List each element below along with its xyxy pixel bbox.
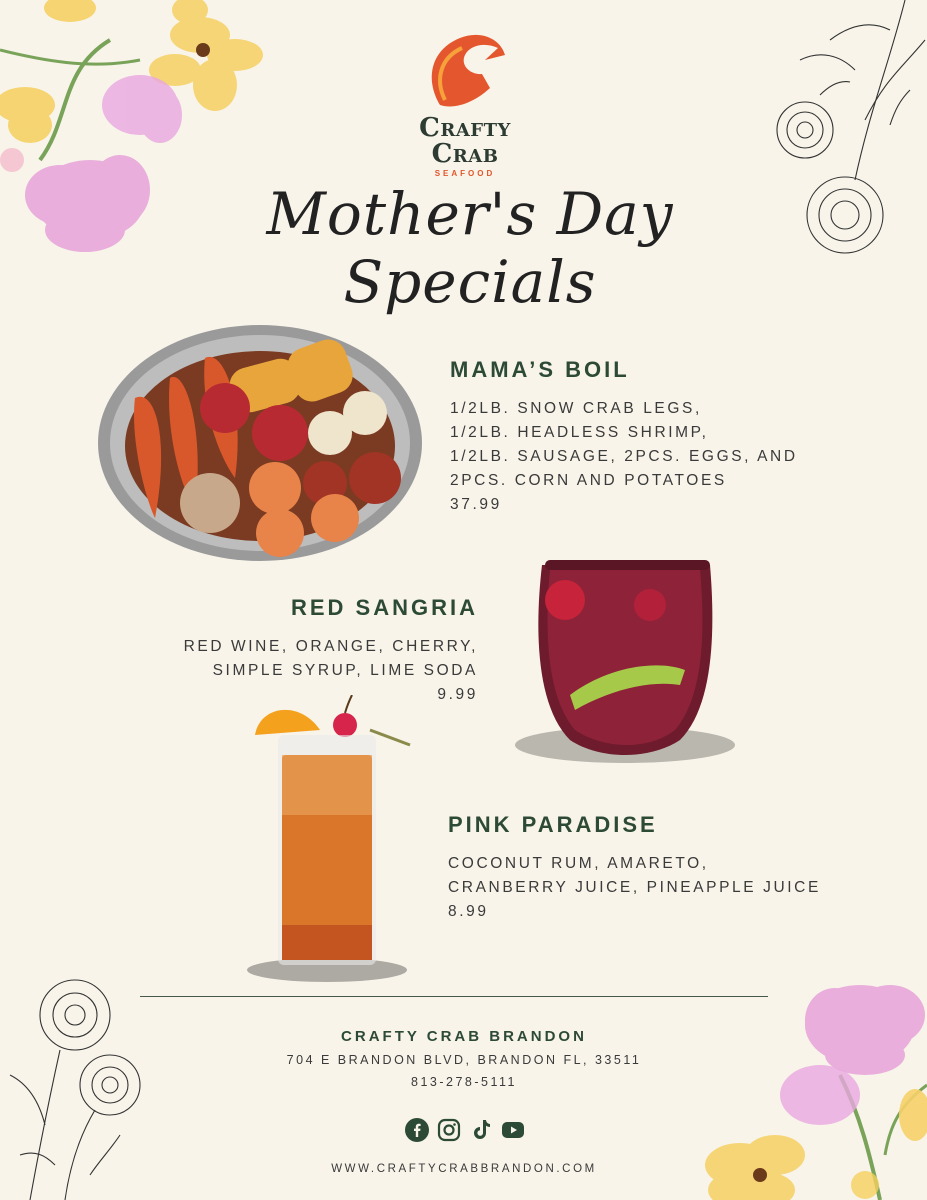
location-name: CRAFTY CRAB BRANDON [341, 1028, 587, 1045]
youtube-icon[interactable] [501, 1118, 525, 1142]
desc-line: CRANBERRY JUICE, PINEAPPLE JUICE [448, 879, 821, 896]
instagram-icon[interactable] [437, 1118, 461, 1142]
red-sangria-photo [510, 545, 740, 770]
item-price: 37.99 [450, 496, 502, 513]
brand-name: Crafty Crab [419, 113, 511, 169]
desc-line: 1/2LB. HEADLESS SHRIMP, [450, 424, 709, 441]
item-price: 8.99 [448, 903, 489, 920]
social-links [400, 1118, 530, 1144]
crab-claw-icon [420, 30, 510, 110]
desc-line: 1/2LB. SAUSAGE, 2PCS. EGGS, AND [450, 448, 798, 465]
brand-logo [390, 30, 540, 178]
flower-sketch-bottom-left [0, 975, 160, 1200]
item-name: MAMA’S BOIL [450, 357, 630, 382]
desc-line: 1/2LB. SNOW CRAB LEGS, [450, 400, 702, 417]
menu-item-mamas-boil [450, 357, 870, 517]
menu-item-red-sangria [150, 595, 478, 707]
page-title: Mother's Day Specials [266, 180, 674, 316]
item-description [448, 852, 868, 924]
item-price: 9.99 [437, 686, 478, 703]
pink-paradise-photo [240, 695, 415, 985]
menu-item-pink-paradise [448, 812, 868, 924]
desc-line: RED WINE, ORANGE, CHERRY, [183, 638, 478, 655]
desc-line: SIMPLE SYRUP, LIME SODA [212, 662, 478, 679]
facebook-icon[interactable] [405, 1118, 429, 1142]
brand-subtitle: SEAFOOD [434, 169, 496, 178]
desc-line: 2PCS. CORN AND POTATOES [450, 472, 727, 489]
item-name: PINK PARADISE [448, 812, 658, 837]
footer-info [140, 1028, 788, 1089]
divider [140, 996, 768, 997]
tiktok-icon[interactable] [469, 1118, 493, 1142]
phone-number[interactable]: 813-278-5111 [411, 1075, 517, 1089]
item-name: RED SANGRIA [290, 595, 478, 620]
desc-line: COCONUT RUM, AMARETO, [448, 855, 709, 872]
address: 704 E BRANDON BLVD, BRANDON FL, 33511 [286, 1053, 642, 1067]
mamas-boil-photo [95, 318, 425, 568]
website-link[interactable]: WWW.CRAFTYCRABBRANDON.COM [331, 1163, 597, 1175]
item-description [450, 397, 870, 517]
